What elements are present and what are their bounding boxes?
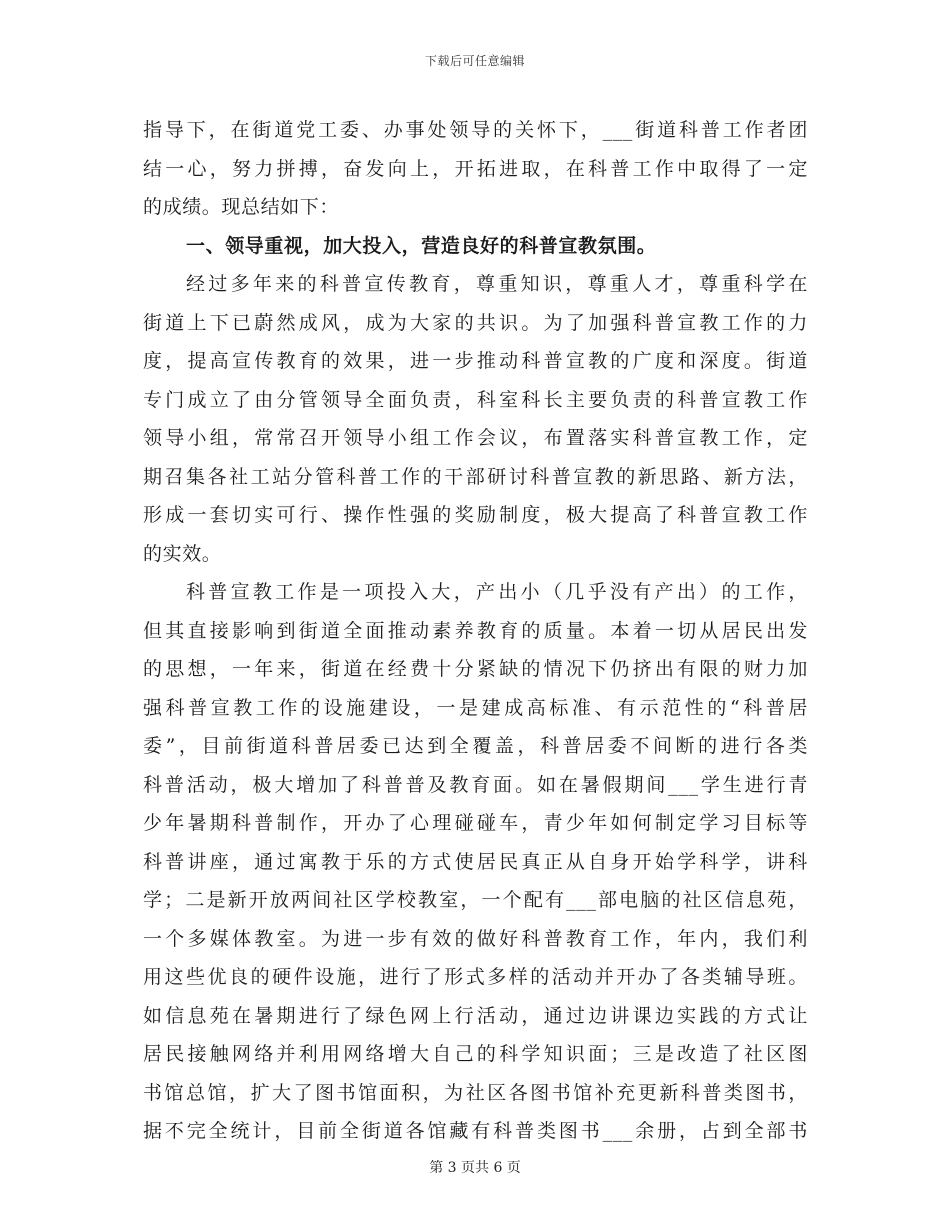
body-line: 科普活动，极大增加了科普普及教育面。如在暑假期间___学生进行青 [143,773,808,796]
body-line: 的成绩。现总结如下： [143,196,340,218]
body-line: 的实效。 [143,542,222,565]
body-line: 指导下，在街道党工委、办事处领导的关怀下，___街道科普工作者团 [143,119,808,141]
document-body [143,111,808,1151]
body-line: 一个多媒体教室。为进一步有效的做好科普教育工作，年内，我们利 [143,927,808,950]
body-line: 形成一套切实可行、操作性强的奖励制度，极大提高了科普宣教工作 [143,504,808,526]
body-line: 专门成立了由分管领导全面负责，科室科长主要负责的科普宣教工作 [143,388,808,411]
body-line: 科普宣教工作是一项投入大，产出小（几乎没有产出）的工作， [186,581,808,603]
body-line: 经过多年来的科普宣传教育，尊重知识，尊重人才，尊重科学在 [186,273,808,295]
body-line: 如信息苑在暑期进行了绿色网上行活动，通过边讲课边实践的方式让 [143,1004,808,1027]
body-line: 用这些优良的硬件设施，进行了形式多样的活动并开办了各类辅导班。 [143,966,808,988]
body-line: 学；二是新开放两间社区学校教室，一个配有___部电脑的社区信息苑， [143,889,808,911]
body-line: 居民接触网络并利用网络增大自己的科学知识面；三是改造了社区图 [143,1043,808,1065]
body-line: 度，提高宣传教育的效果，进一步推动科普宣教的广度和深度。街道 [143,350,808,372]
body-line: 强科普宣教工作的设施建设，一是建成高标准、有示范性的“科普居 [143,696,808,719]
body-line: 领导小组，常常召开领导小组工作会议，布置落实科普宣教工作，定 [143,427,808,449]
page-number: 第 3 页共 6 页 [429,1160,521,1176]
body-line: 科普讲座，通过寓教于乐的方式使居民真正从自身开始学科学，讲科 [143,850,808,873]
section-heading: 一、领导重视，加大投入，营造良好的科普宣教氛围。 [186,234,657,257]
body-line: 街道上下已蔚然成风，成为大家的共识。为了加强科普宣教工作的力 [143,311,808,334]
page-header: 下载后可任意编辑 [424,54,525,68]
body-line: 少年暑期科普制作，开办了心理碰碰车，青少年如何制定学习目标等 [143,812,808,834]
body-line: 但其直接影响到街道全面推动素养教育的质量。本着一切从居民出发 [143,619,808,642]
body-line: 书馆总馆，扩大了图书馆面积，为社区各图书馆补充更新科普类图书， [143,1081,808,1104]
body-line: 期召集各社工站分管科普工作的干部研讨科普宣教的新思路、新方法， [143,465,808,488]
body-line: 的思想，一年来，街道在经费十分紧缺的情况下仍挤出有限的财力加 [143,658,808,680]
body-line: 结一心，努力拼搏，奋发向上，开拓进取，在科普工作中取得了一定 [143,157,808,180]
body-line: 据不完全统计，目前全街道各馆藏有科普类图书___余册，占到全部书 [143,1120,808,1142]
body-line: 委”，目前街道科普居委已达到全覆盖，科普居委不间断的进行各类 [143,735,808,757]
